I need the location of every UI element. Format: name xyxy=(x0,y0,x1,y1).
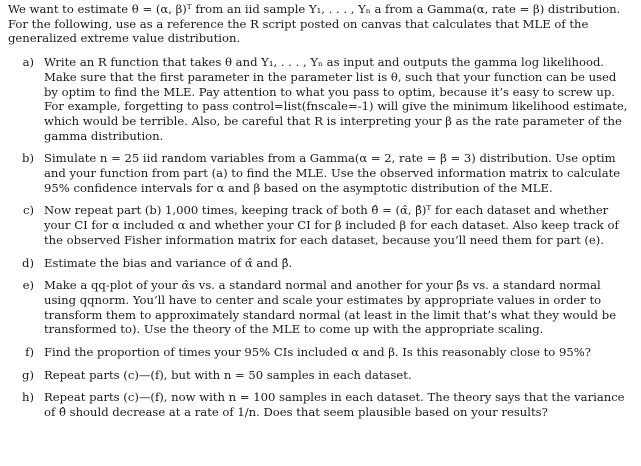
part-text: Estimate the bias and variance of α̂ and β̂. xyxy=(44,255,293,270)
intro-line-1: We want to estimate θ = (α, β)ᵀ from an iid sample Y₁, . . . , Yₙ a from a Gamma(α, rate = β) distribution. xyxy=(8,2,621,16)
part-label: d) xyxy=(22,255,34,270)
part-text: Make a qq-plot of your α̂s vs. a standard normal and another for your β̂s vs. a standard normal using qqnorm. You’ll have to center and scale your estimates by appropriate values in order to transform them to approximately standard normal (at least in the limit that’s what they would be transformed to). Use the theory of the MLE to come up with the appropriate scaling. xyxy=(44,278,617,337)
part-b xyxy=(8,151,633,195)
part-text: Write an R function that takes θ and Y₁, . . . , Yₙ as input and outputs the gamma log likelihood. Make sure that the first parameter in the parameter list is θ, such that your function can be used by optim to find the MLE. Pay attention to what you pass to optim, because it’s easy to screw up. For example, forgetting to pass control=list(fnscale=-1) will give the minimum likelihood estimate, which would be terrible. Also, be careful that R is interpreting your β as the rate parameter of the gamma distribution. xyxy=(44,55,628,143)
part-f xyxy=(8,345,633,360)
part-d xyxy=(8,256,633,271)
part-text: Repeat parts (c)—(f), now with n = 100 samples in each dataset. The theory says that the variance of θ̂ should decrease at a rate of 1/n. Does that seem plausible based on your results? xyxy=(44,390,625,420)
part-label: a) xyxy=(22,55,34,70)
part-h xyxy=(8,390,633,419)
part-g xyxy=(8,368,633,383)
part-text: Find the proportion of times your 95% CIs included α and β. Is this reasonably close to 95%? xyxy=(44,345,591,360)
part-c xyxy=(8,203,633,247)
part-a xyxy=(8,55,633,143)
intro-paragraph xyxy=(8,2,633,46)
part-label: h) xyxy=(22,390,34,405)
part-label: c) xyxy=(22,203,34,218)
part-text: Repeat parts (c)—(f), but with n = 50 samples in each dataset. xyxy=(44,367,412,382)
part-label: g) xyxy=(22,367,34,382)
parts-list xyxy=(8,55,633,420)
part-label: f) xyxy=(25,345,34,360)
part-text: Now repeat part (b) 1,000 times, keeping track of both θ̂ = (α̂, β̂)ᵀ for each dataset and whether your CI for α included α and whether your CI for β included β for each dataset. Also keep track of the observed Fisher information matrix for each dataset, because you’ll need them for part (e). xyxy=(44,203,619,247)
intro-line-2: For the following, use as a reference the R script posted on canvas that calculates that MLE of the generalized extreme value distribution. xyxy=(8,16,589,46)
part-e xyxy=(8,278,633,337)
part-label: e) xyxy=(22,278,34,293)
part-text: Simulate n = 25 iid random variables from a Gamma(α = 2, rate = β = 3) distribution. Use optim and your function from part (a) to find the MLE. Use the observed information matrix to calculate 95% confidence intervals for α and β based on the asymptotic distribution of the MLE. xyxy=(44,151,621,195)
part-label: b) xyxy=(22,151,34,166)
